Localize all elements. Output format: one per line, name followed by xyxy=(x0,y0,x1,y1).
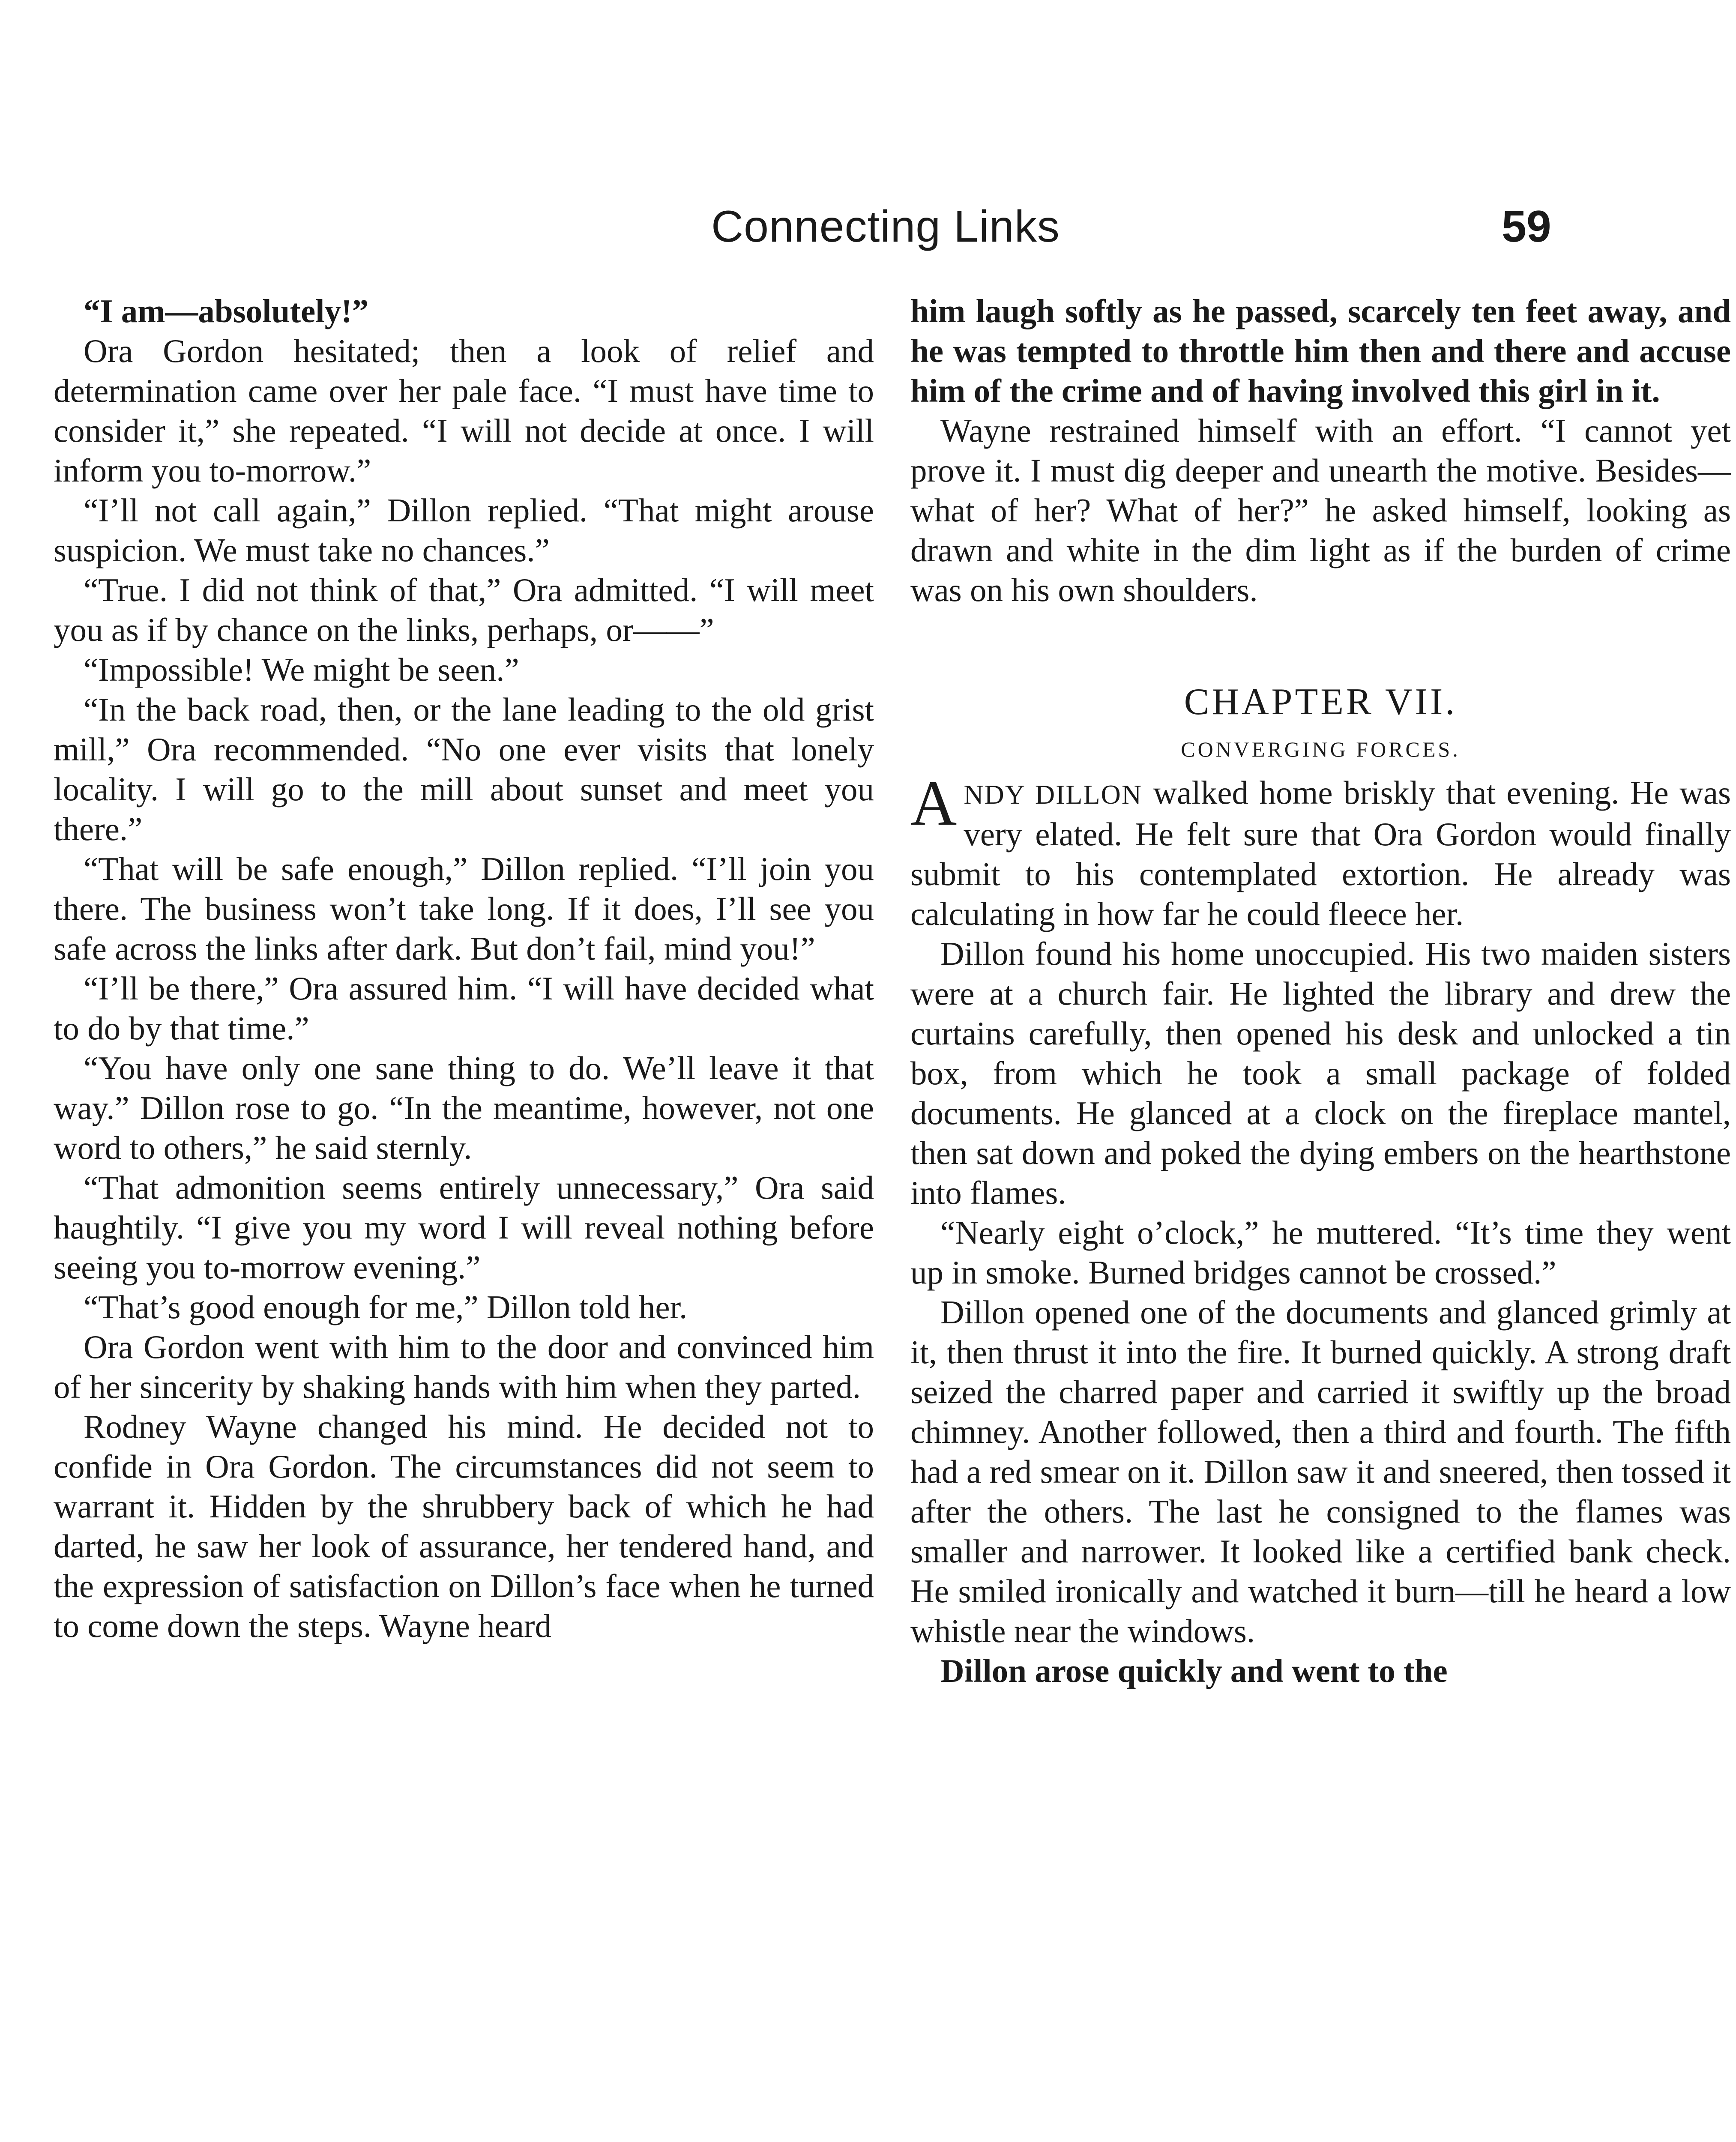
paragraph: “That admonition seems entirely unnecessary,” Ora said haughtily. “I give you my word I will reveal nothing before seeing you to-morrow evening.” xyxy=(54,1169,874,1286)
running-title: Connecting Links xyxy=(711,202,1060,251)
paragraph: Ora Gordon hesitated; then a look of relief and determination came over her pale face. “I must have time to consider it,” she repeated. “I will not decide at once. I will inform you to-morrow.” xyxy=(54,332,874,489)
page-number: 59 xyxy=(1502,202,1551,251)
opening-text: walked home briskly that evening. He was very elated. He felt sure that Ora Gordon would finally submit to his contemplated extortion. He already was calculating in how far he could fleece her. xyxy=(910,774,1731,932)
paragraph: “You have only one sane thing to do. We’ll leave it that way.” Dillon rose to go. “In the meantime, however, not one word to others,” he said sternly. xyxy=(54,1050,874,1166)
page-header xyxy=(0,201,1736,270)
paragraph: “In the back road, then, or the lane leading to the old grist mill,” Ora recommended. “No one ever visits that lonely locality. I will go to the mill about sunset and meet you there.” xyxy=(54,691,874,847)
drop-cap: A xyxy=(910,768,957,839)
paragraph: “I am—absolutely!” xyxy=(84,293,369,329)
opening-smallcaps: NDY DILLON xyxy=(964,779,1143,810)
chapter-subtitle: CONVERGING FORCES. xyxy=(1181,737,1461,761)
paragraph: Rodney Wayne changed his mind. He decided not to confide in Ora Gordon. The circumstances did not seem to warrant it. Hidden by the shrubbery back of which he had darted, he saw her look of assurance, her tendered hand, and the expression of satisfaction on Dillon’s face when he turned to come down the steps. Wayne heard xyxy=(54,1408,874,1644)
left-column xyxy=(54,291,874,1646)
paragraph: “Impossible! We might be seen.” xyxy=(84,651,519,688)
paragraph: “That’s good enough for me,” Dillon told her. xyxy=(84,1289,688,1325)
chapter-heading xyxy=(910,679,1731,764)
paragraph: Dillon found his home unoccupied. His two maiden sisters were at a church fair. He lighted the library and drew the curtains carefully, then opened his desk and unlocked a tin box, from which he took a small package of folded documents. He glanced at a clock on the fireplace mantel, then sat down and poked the dying embers on the hearthstone into flames. xyxy=(910,935,1731,1211)
paragraph: “True. I did not think of that,” Ora admitted. “I will meet you as if by chance on the links, perhaps, or——” xyxy=(54,571,874,648)
paragraph: “I’ll be there,” Ora assured him. “I will have decided what to do by that time.” xyxy=(54,970,874,1047)
paragraph: Ora Gordon went with him to the door and convinced him of her sincerity by shaking hands with him when they parted. xyxy=(54,1328,874,1405)
paragraph: him laugh softly as he passed, scarcely ten feet away, and he was tempted to throttle him then and there and accuse him of the crime and of having involved this girl in it. xyxy=(910,293,1731,409)
paragraph: Wayne restrained himself with an effort. “I cannot yet prove it. I must dig deeper and unearth the motive. Besides—what of her? What of her?” he asked himself, looking as drawn and white in the dim light as if the burden of crime was on his own shoulders. xyxy=(910,412,1731,608)
chapter-title: CHAPTER VII. xyxy=(1184,681,1458,723)
paragraph: “I’ll not call again,” Dillon replied. “That might arouse suspicion. We must take no chances.” xyxy=(54,492,874,568)
paragraph: “That will be safe enough,” Dillon replied. “I’ll join you there. The business won’t take long. If it does, I’ll see you safe across the links after dark. But don’t fail, mind you!” xyxy=(54,850,874,967)
chapter-opening-paragraph xyxy=(910,768,1731,934)
paragraph: Dillon opened one of the documents and glanced grimly at it, then thrust it into the fire. It burned quickly. A strong draft seized the charred paper and carried it swiftly up the broad chimney. Another followed, then a third and fourth. The fifth had a red smear on it. Dillon saw it and sneered, then tossed it after the others. The last he consigned to the flames was smaller and narrower. It looked like a certified bank check. He smiled ironically and watched it burn—till he heard a low whistle near the windows. xyxy=(910,1294,1731,1649)
right-column xyxy=(910,291,1731,1691)
paragraph: “Nearly eight o’clock,” he muttered. “It’s time they went up in smoke. Burned bridges cannot be crossed.” xyxy=(910,1214,1731,1291)
paragraph: Dillon arose quickly and went to the xyxy=(940,1652,1448,1689)
